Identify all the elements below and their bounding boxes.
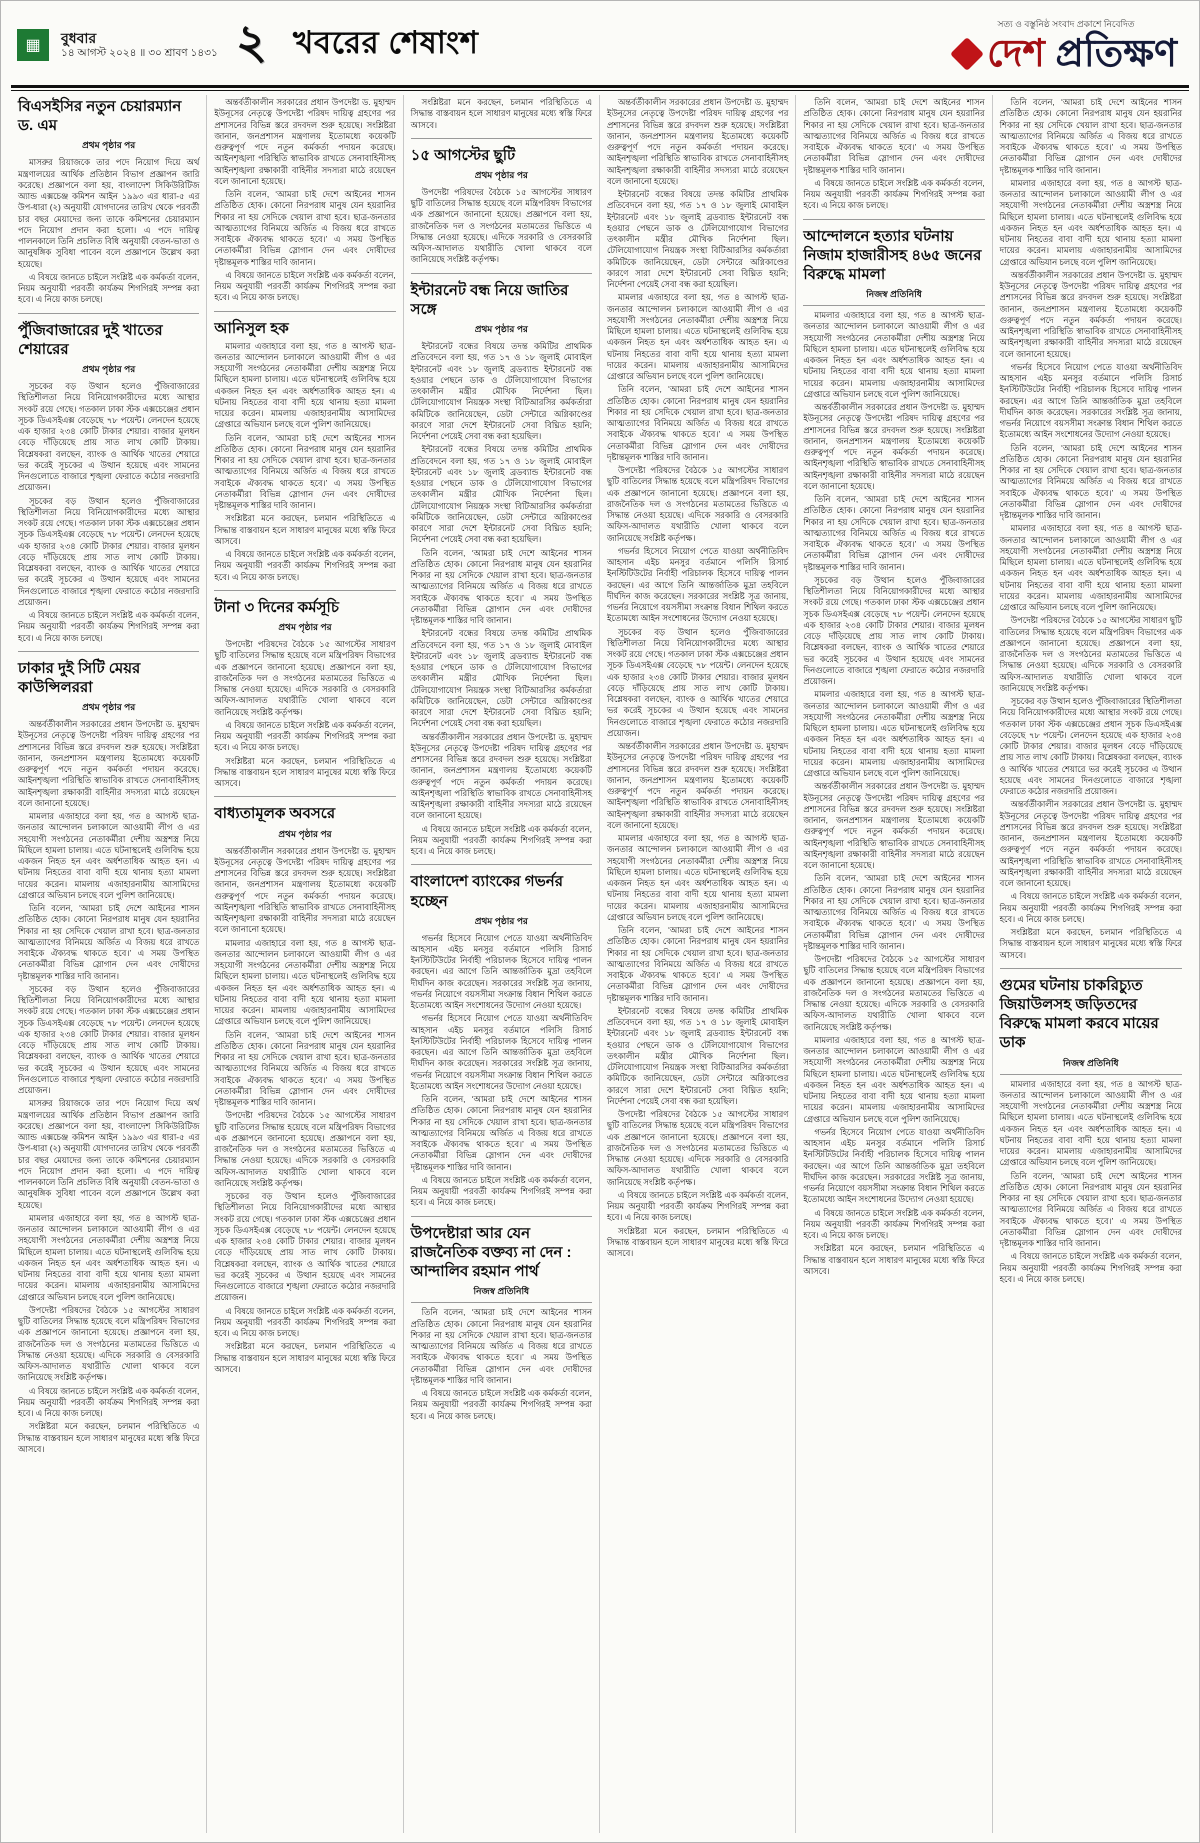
masthead-block [955,17,1183,73]
article [214,311,395,583]
article [214,796,395,1375]
body-paragraph: উপদেষ্টা পরিষদের বৈঠকে ১৫ আগস্টের সাধারণ ছুটি বাতিলের সিদ্ধান্ত হয়েছে বলে মন্ত্রিপরিষদ বিভাগের এক প্রজ্ঞাপনে জানানো হয়েছে। প্রজ্ঞাপনে বলা হয়, রাজনৈতিক দল ও সংগঠনের মতামতের ভিত্তিতে এ সিদ্ধান্ত নেওয়া হয়েছে। এদিকে সরকারি ও বেসরকারি অফিস-আদালত যথারীতি খোলা থাকবে বলে জানিয়েছে সংশ্লিষ্ট কর্তৃপক্ষ। [214,639,396,717]
page-number: ২ [235,13,268,70]
body-paragraph: মামলার এজাহারে বলা হয়, গত ৪ আগস্ট ছাত্র-জনতার আন্দোলন চলাকালে আওয়ামী লীগ ও এর সহযোগী সংগঠনের নেতাকর্মীরা দেশীয় অস্ত্রশস্ত্র নিয়ে মিছিলে হামলা চালায়। এতে ঘটনাস্থলেই গুলিবিদ্ধ হয়ে একজন নিহত হন এবং অর্ধশতাধিক আহত হন। এ ঘটনায় নিহতের বাবা বাদী হয়ে থানায় হত্যা মামলা দায়ের করেন। মামলায় এজাহারনামীয় আসামিদের গ্রেপ্তারে অভিযান চলছে বলে পুলিশ জানিয়েছে। [803,689,985,779]
body-paragraph: সংশ্লিষ্টরা মনে করছেন, চলমান পরিস্থিতিতে এ সিদ্ধান্ত বাস্তবায়ন হলে সাধারণ মানুষের মধ্যে স্বস্তি ফিরে আসবে। [214,513,396,546]
article [411,1216,592,1422]
date-block [61,30,218,61]
body-paragraph: মামলার এজাহারে বলা হয়, গত ৪ আগস্ট ছাত্র-জনতার আন্দোলন চলাকালে আওয়ামী লীগ ও এর সহযোগী সংগঠনের নেতাকর্মীরা দেশীয় অস্ত্রশস্ত্র নিয়ে মিছিলে হামলা চালায়। এতে ঘটনাস্থলেই গুলিবিদ্ধ হয়ে একজন নিহত হন এবং অর্ধশতাধিক আহত হন। এ ঘটনায় নিহতের বাবা বাদী হয়ে থানায় হত্যা মামলা দায়ের করেন। মামলায় এজাহারনামীয় আসামিদের গ্রেপ্তারে অভিযান চলছে বলে পুলিশ জানিয়েছে। [18,1212,200,1302]
body-paragraph: তিনি বলেন, ‘আমরা চাই দেশে আইনের শাসন প্রতিষ্ঠিত হোক। কোনো নিরপরাধ মানুষ যেন হয়রানির শিকার না হয় সেদিকে খেয়াল রাখা হবে। ছাত্র-জনতার আত্মত্যাগের বিনিময়ে অর্জিত এ বিজয় ধরে রাখতে সবাইকে ঐক্যবদ্ধ থাকতে হবে।’ এ সময় উপস্থিত নেতাকর্মীরা বিভিন্ন স্লোগান দেন এবং দোষীদের দৃষ্টান্তমূলক শাস্তির দাবি জানান। [214,432,396,511]
body-paragraph: এ বিষয়ে জানতে চাইলে সংশ্লিষ্ট এক কর্মকর্তা বলেন, নিয়ম অনুযায়ী পরবর্তী কার্যক্রম শিগগিরই সম্পন্ন করা হবে। এ নিয়ে কাজ চলছে। [999,891,1182,924]
article-headline: টানা ৩ দিনের কর্মসূচি [214,598,339,616]
article-headline: আন্দোলনে হত্যার ঘটনায় নিজাম হাজারীসহ ৪৬৫ জনের বিরুদ্ধে মামলা [803,227,982,283]
body-paragraph: মামলার এজাহারে বলা হয়, গত ৪ আগস্ট ছাত্র-জনতার আন্দোলন চলাকালে আওয়ামী লীগ ও এর সহযোগী সংগঠনের নেতাকর্মীরা দেশীয় অস্ত্রশস্ত্র নিয়ে মিছিলে হামলা চালায়। এতে ঘটনাস্থলেই গুলিবিদ্ধ হয়ে একজন নিহত হন এবং অর্ধশতাধিক আহত হন। এ ঘটনায় নিহতের বাবা বাদী হয়ে থানায় হত্যা মামলা দায়ের করেন। মামলায় এজাহারনামীয় আসামিদের গ্রেপ্তারে অভিযান চলছে বলে পুলিশ জানিয়েছে। [803,310,985,399]
weekday-label: বুধবার [61,29,97,46]
body-paragraph: সূচকের বড় উত্থান হলেও পুঁজিবাজারের স্থিতিশীলতা নিয়ে বিনিয়োগকারীদের মধ্যে আস্থার সংকট রয়ে গেছে। গতকাল ঢাকা স্টক এক্সচেঞ্জের প্রধান সূচক ডিএসইএক্স বেড়েছে ৭৮ পয়েন্ট। লেনদেন হয়েছে এক হাজার ২৩৪ কোটি টাকার শেয়ার। বাজার মূলধন বেড়ে দাঁড়িয়েছে প্রায় সাত লাখ কোটি টাকায়। বিশ্লেষকরা বলছেন, ব্যাংক ও আর্থিক খাতের শেয়ারে ভর করেই সূচকের এ উত্থান হয়েছে এবং সামনের দিনগুলোতে বাজারে শৃঙ্খলা ফেরাতে কঠোর নজরদারি প্রয়োজন। [18,983,200,1096]
body-paragraph: অন্তর্বর্তীকালীন সরকারের প্রধান উপদেষ্টা ড. মুহাম্মদ ইউনূসের নেতৃত্বে উপদেষ্টা পরিষদ দায়িত্ব গ্রহণের পর প্রশাসনের বিভিন্ন স্তরে রদবদল শুরু হয়েছে। সংশ্লিষ্টরা জানান, জনপ্রশাসন মন্ত্রণালয় ইতোমধ্যে কয়েকটি গুরুত্বপূর্ণ পদে নতুন কর্মকর্তা পদায়ন করেছে। আইনশৃঙ্খলা পরিস্থিতি স্বাভাবিক রাখতে সেনাবাহিনীসহ আইনশৃঙ্খলা রক্ষাকারী বাহিনীর সদস্যরা মাঠে রয়েছেন বলে জানানো হয়েছে। [606,741,789,830]
body-paragraph: এ বিষয়ে জানতে চাইলে সংশ্লিষ্ট এক কর্মকর্তা বলেন, নিয়ম অনুযায়ী পরবর্তী কার্যক্রম শিগগিরই সম্পন্ন করা হবে। এ নিয়ে কাজ চলছে। [214,269,396,303]
section-title: খবরের শেষাংশ [293,25,479,60]
article-continuation [803,97,984,212]
body-paragraph: তিনি বলেন, ‘আমরা চাই দেশে আইনের শাসন প্রতিষ্ঠিত হোক। কোনো নিরপরাধ মানুষ যেন হয়রানির শিকার না হয় সেদিকে খেয়াল রাখা হবে। ছাত্র-জনতার আত্মত্যাগের বিনিময়ে অর্জিত এ বিজয় ধরে রাখতে সবাইকে ঐক্যবদ্ধ থাকতে হবে।’ এ সময় উপস্থিত নেতাকর্মীরা বিভিন্ন স্লোগান দেন এবং দোষীদের দৃষ্টান্তমূলক শাস্তির দাবি জানান। [214,189,396,267]
body-paragraph: তিনি বলেন, ‘আমরা চাই দেশে আইনের শাসন প্রতিষ্ঠিত হোক। কোনো নিরপরাধ মানুষ যেন হয়রানির শিকার না হয় সেদিকে খেয়াল রাখা হবে। ছাত্র-জনতার আত্মত্যাগের বিনিময়ে অর্জিত এ বিজয় ধরে রাখতে সবাইকে ঐক্যবদ্ধ থাকতে হবে।’ এ সময় উপস্থিত নেতাকর্মীরা বিভিন্ন স্লোগান দেন এবং দোষীদের দৃষ্টান্তমূলক শাস্তির দাবি জানান। [410,1307,592,1385]
body-paragraph: উপদেষ্টা পরিষদের বৈঠকে ১৫ আগস্টের সাধারণ ছুটি বাতিলের সিদ্ধান্ত হয়েছে বলে মন্ত্রিপরিষদ বিভাগের এক প্রজ্ঞাপনে জানানো হয়েছে। প্রজ্ঞাপনে বলা হয়, রাজনৈতিক দল ও সংগঠনের মতামতের ভিত্তিতে এ সিদ্ধান্ত নেওয়া হয়েছে। এদিকে সরকারি ও বেসরকারি অফিস-আদালত যথারীতি খোলা থাকবে বলে জানিয়েছে সংশ্লিষ্ট কর্তৃপক্ষ। [214,1110,396,1188]
body-paragraph: সংশ্লিষ্টরা মনে করছেন, চলমান পরিস্থিতিতে এ সিদ্ধান্ত বাস্তবায়ন হলে সাধারণ মানুষের মধ্যে স্বস্তি ফিরে আসবে। [18,1421,200,1454]
body-paragraph: অন্তর্বর্তীকালীন সরকারের প্রধান উপদেষ্টা ড. মুহাম্মদ ইউনূসের নেতৃত্বে উপদেষ্টা পরিষদ দায়িত্ব গ্রহণের পর প্রশাসনের বিভিন্ন স্তরে রদবদল শুরু হয়েছে। সংশ্লিষ্টরা জানান, জনপ্রশাসন মন্ত্রণালয় ইতোমধ্যে কয়েকটি গুরুত্বপূর্ণ পদে নতুন কর্মকর্তা পদায়ন করেছে। আইনশৃঙ্খলা পরিস্থিতি স্বাভাবিক রাখতে সেনাবাহিনীসহ আইনশৃঙ্খলা রক্ষাকারী বাহিনীর সদস্যরা মাঠে রয়েছেন বলে জানানো হয়েছে। [999,799,1182,888]
body-paragraph: এ বিষয়ে জানতে চাইলে সংশ্লিষ্ট এক কর্মকর্তা বলেন, নিয়ম অনুযায়ী পরবর্তী কার্যক্রম শিগগিরই সম্পন্ন করা হবে। এ নিয়ে কাজ চলছে। [803,1207,985,1241]
body-paragraph: গভর্নর হিসেবে নিয়োগ পেতে যাওয়া অর্থনীতিবিদ আহসান এইচ মনসুর বর্তমানে পলিসি রিসার্চ ইনস্টিটিউটের নির্বাহী পরিচালক হিসেবে দায়িত্ব পালন করছেন। এর আগে তিনি আন্তর্জাতিক মুদ্রা তহবিলে দীর্ঘদিন কাজ করেছেন। সরকারের সংশ্লিষ্ট সূত্র জানায়, গভর্নর নিয়োগে বয়সসীমা সংক্রান্ত বিধান শিথিল করতে ইতোমধ্যে আইন সংশোধনের উদ্যোগ নেওয়া হয়েছে। [999,361,1182,440]
body-paragraph: মামলার এজাহারে বলা হয়, গত ৪ আগস্ট ছাত্র-জনতার আন্দোলন চলাকালে আওয়ামী লীগ ও এর সহযোগী সংগঠনের নেতাকর্মীরা দেশীয় অস্ত্রশস্ত্র নিয়ে মিছিলে হামলা চালায়। এতে ঘটনাস্থলেই গুলিবিদ্ধ হয়ে একজন নিহত হন এবং অর্ধশতাধিক আহত হন। এ ঘটনায় নিহতের বাবা বাদী হয়ে থানায় হত্যা মামলা দায়ের করেন। মামলায় এজাহারনামীয় আসামিদের গ্রেপ্তারে অভিযান চলছে বলে পুলিশ জানিয়েছে। [606,292,789,381]
article-headline: গুমের ঘটনায় চাকরিচ্যুত জিয়াউলসহ জড়িতদের বিরুদ্ধে মামলা করবে মায়ের ডাক [999,976,1159,1052]
newspaper-title [987,35,1177,73]
continued-from-front-label: প্রথম পৃষ্ঠার পর [474,324,528,335]
article [803,219,984,1278]
body-paragraph: অন্তর্বর্তীকালীন সরকারের প্রধান উপদেষ্টা ড. মুহাম্মদ ইউনূসের নেতৃত্বে উপদেষ্টা পরিষদ দায়িত্ব গ্রহণের পর প্রশাসনের বিভিন্ন স্তরে রদবদল শুরু হয়েছে। সংশ্লিষ্টরা জানান, জনপ্রশাসন মন্ত্রণালয় ইতোমধ্যে কয়েকটি গুরুত্বপূর্ণ পদে নতুন কর্মকর্তা পদায়ন করেছে। আইনশৃঙ্খলা পরিস্থিতি স্বাভাবিক রাখতে সেনাবাহিনীসহ আইনশৃঙ্খলা রক্ষাকারী বাহিনীর সদস্যরা মাঠে রয়েছেন বলে জানানো হয়েছে। [410,731,592,821]
body-paragraph: এ বিষয়ে জানতে চাইলে সংশ্লিষ্ট এক কর্মকর্তা বলেন, নিয়ম অনুযায়ী পরবর্তী কার্যক্রম শিগগিরই সম্পন্ন করা হবে। এ নিয়ে কাজ চলছে। [214,1305,396,1339]
body-paragraph: সংশ্লিষ্টরা মনে করছেন, চলমান পরিস্থিতিতে এ সিদ্ধান্ত বাস্তবায়ন হলে সাধারণ মানুষের মধ্যে স্বস্তি ফিরে আসবে। [410,97,592,130]
article [411,864,592,1208]
body-paragraph: এ বিষয়ে জানতে চাইলে সংশ্লিষ্ট এক কর্মকর্তা বলেন, নিয়ম অনুযায়ী পরবর্তী কার্যক্রম শিগগিরই সম্পন্ন করা হবে। এ নিয়ে কাজ চলছে। [606,1189,789,1223]
continued-from-front-label: প্রথম পৃষ্ঠার পর [278,622,332,633]
body-paragraph: ইন্টারনেট বন্ধের বিষয়ে তদন্ত কমিটির প্রাথমিক প্রতিবেদনে বলা হয়, গত ১৭ ও ১৮ জুলাই মোবাইল ইন্টারনেট এবং ১৮ জুলাই ব্রডব্যান্ড ইন্টারনেট বন্ধ হওয়ার পেছনে ডাক ও টেলিযোগাযোগ বিভাগের তৎকালীন মন্ত্রীর মৌখিক নির্দেশনা ছিল। টেলিযোগাযোগ নিয়ন্ত্রক সংস্থা বিটিআরসির কর্মকর্তারা কমিটিকে জানিয়েছেন, ডেটা সেন্টারে অগ্নিকাণ্ডের কারণে সারা দেশে ইন্টারনেট সেবা বিঘ্নিত হয়নি; নির্দেশনা পেয়েই সেবা বন্ধ করা হয়েছিল। [606,189,789,289]
body-paragraph: অন্তর্বর্তীকালীন সরকারের প্রধান উপদেষ্টা ড. মুহাম্মদ ইউনূসের নেতৃত্বে উপদেষ্টা পরিষদ দায়িত্ব গ্রহণের পর প্রশাসনের বিভিন্ন স্তরে রদবদল শুরু হয়েছে। সংশ্লিষ্টরা জানান, জনপ্রশাসন মন্ত্রণালয় ইতোমধ্যে কয়েকটি গুরুত্বপূর্ণ পদে নতুন কর্মকর্তা পদায়ন করেছে। আইনশৃঙ্খলা পরিস্থিতি স্বাভাবিক রাখতে সেনাবাহিনীসহ আইনশৃঙ্খলা রক্ষাকারী বাহিনীর সদস্যরা মাঠে রয়েছেন বলে জানানো হয়েছে। [214,97,396,186]
body-paragraph: তিনি বলেন, ‘আমরা চাই দেশে আইনের শাসন প্রতিষ্ঠিত হোক। কোনো নিরপরাধ মানুষ যেন হয়রানির শিকার না হয় সেদিকে খেয়াল রাখা হবে। ছাত্র-জনতার আত্মত্যাগের বিনিময়ে অর্জিত এ বিজয় ধরে রাখতে সবাইকে ঐক্যবদ্ধ থাকতে হবে।’ এ সময় উপস্থিত নেতাকর্মীরা বিভিন্ন স্লোগান দেন এবং দোষীদের দৃষ্টান্তমূলক শাস্তির দাবি জানান। [999,97,1182,175]
body-paragraph: এ বিষয়ে জানতে চাইলে সংশ্লিষ্ট এক কর্মকর্তা বলেন, নিয়ম অনুযায়ী পরবর্তী কার্যক্রম শিগগিরই সম্পন্ন করা হবে। এ নিয়ে কাজ চলছে। [18,271,200,305]
body-paragraph: এ বিষয়ে জানতে চাইলে সংশ্লিষ্ট এক কর্মকর্তা বলেন, নিয়ম অনুযায়ী পরবর্তী কার্যক্রম শিগগিরই সম্পন্ন করা হবে। এ নিয়ে কাজ চলছে। [214,549,396,582]
body-paragraph: মামলার এজাহারে বলা হয়, গত ৪ আগস্ট ছাত্র-জনতার আন্দোলন চলাকালে আওয়ামী লীগ ও এর সহযোগী সংগঠনের নেতাকর্মীরা দেশীয় অস্ত্রশস্ত্র নিয়ে মিছিলে হামলা চালায়। এতে ঘটনাস্থলেই গুলিবিদ্ধ হয়ে একজন নিহত হন এবং অর্ধশতাধিক আহত হন। এ ঘটনায় নিহতের বাবা বাদী হয়ে থানায় হত্যা মামলা দায়ের করেন। মামলায় এজাহারনামীয় আসামিদের গ্রেপ্তারে অভিযান চলছে বলে পুলিশ জানিয়েছে। [999,523,1182,612]
body-paragraph: মামলার এজাহারে বলা হয়, গত ৪ আগস্ট ছাত্র-জনতার আন্দোলন চলাকালে আওয়ামী লীগ ও এর সহযোগী সংগঠনের নেতাকর্মীরা দেশীয় অস্ত্রশস্ত্র নিয়ে মিছিলে হামলা চালায়। এতে ঘটনাস্থলেই গুলিবিদ্ধ হয়ে একজন নিহত হন এবং অর্ধশতাধিক আহত হন। এ ঘটনায় নিহতের বাবা বাদী হয়ে থানায় হত্যা মামলা দায়ের করেন। মামলায় এজাহারনামীয় আসামিদের গ্রেপ্তারে অভিযান চলছে বলে পুলিশ জানিয়েছে। [999,177,1182,267]
body-paragraph: সূচকের বড় উত্থান হলেও পুঁজিবাজারের স্থিতিশীলতা নিয়ে বিনিয়োগকারীদের মধ্যে আস্থার সংকট রয়ে গেছে। গতকাল ঢাকা স্টক এক্সচেঞ্জের প্রধান সূচক ডিএসইএক্স বেড়েছে ৭৮ পয়েন্ট। লেনদেন হয়েছে এক হাজার ২৩৪ কোটি টাকার শেয়ার। বাজার মূলধন বেড়ে দাঁড়িয়েছে প্রায় সাত লাখ কোটি টাকায়। বিশ্লেষকরা বলছেন, ব্যাংক ও আর্থিক খাতের শেয়ারে ভর করেই সূচকের এ উত্থান হয়েছে এবং সামনের দিনগুলোতে বাজারে শৃঙ্খলা ফেরাতে কঠোর নজরদারি প্রয়োজন। [999,696,1182,796]
article-continuation [214,97,395,304]
body-paragraph: তিনি বলেন, ‘আমরা চাই দেশে আইনের শাসন প্রতিষ্ঠিত হোক। কোনো নিরপরাধ মানুষ যেন হয়রানির শিকার না হয় সেদিকে খেয়াল রাখা হবে। ছাত্র-জনতার আত্মত্যাগের বিনিময়ে অর্জিত এ বিজয় ধরে রাখতে সবাইকে ঐক্যবদ্ধ থাকতে হবে।’ এ সময় উপস্থিত নেতাকর্মীরা বিভিন্ন স্লোগান দেন এবং দোষীদের দৃষ্টান্তমূলক শাস্তির দাবি জানান। [410,1094,592,1172]
body-paragraph: তিনি বলেন, ‘আমরা চাই দেশে আইনের শাসন প্রতিষ্ঠিত হোক। কোনো নিরপরাধ মানুষ যেন হয়রানির শিকার না হয় সেদিকে খেয়াল রাখা হবে। ছাত্র-জনতার আত্মত্যাগের বিনিময়ে অর্জিত এ বিজয় ধরে রাখতে সবাইকে ঐক্যবদ্ধ থাকতে হবে।’ এ সময় উপস্থিত নেতাকর্মীরা বিভিন্ন স্লোগান দেন এবং দোষীদের দৃষ্টান্তমূলক শাস্তির দাবি জানান। [803,494,985,572]
body-paragraph: তিনি বলেন, ‘আমরা চাই দেশে আইনের শাসন প্রতিষ্ঠিত হোক। কোনো নিরপরাধ মানুষ যেন হয়রানির শিকার না হয় সেদিকে খেয়াল রাখা হবে। ছাত্র-জনতার আত্মত্যাগের বিনিময়ে অর্জিত এ বিজয় ধরে রাখতে সবাইকে ঐক্যবদ্ধ থাকতে হবে।’ এ সময় উপস্থিত নেতাকর্মীরা বিভিন্ন স্লোগান দেন এবং দোষীদের দৃষ্টান্তমূলক শাস্তির দাবি জানান। [606,925,789,1003]
body-paragraph: তিনি বলেন, ‘আমরা চাই দেশে আইনের শাসন প্রতিষ্ঠিত হোক। কোনো নিরপরাধ মানুষ যেন হয়রানির শিকার না হয় সেদিকে খেয়াল রাখা হবে। ছাত্র-জনতার আত্মত্যাগের বিনিময়ে অর্জিত এ বিজয় ধরে রাখতে সবাইকে ঐক্যবদ্ধ থাকতে হবে।’ এ সময় উপস্থিত নেতাকর্মীরা বিভিন্ন স্লোগান দেন এবং দোষীদের দৃষ্টান্তমূলক শাস্তির দাবি জানান। [999,1170,1182,1248]
body-paragraph: অন্তর্বর্তীকালীন সরকারের প্রধান উপদেষ্টা ড. মুহাম্মদ ইউনূসের নেতৃত্বে উপদেষ্টা পরিষদ দায়িত্ব গ্রহণের পর প্রশাসনের বিভিন্ন স্তরে রদবদল শুরু হয়েছে। সংশ্লিষ্টরা জানান, জনপ্রশাসন মন্ত্রণালয় ইতোমধ্যে কয়েকটি গুরুত্বপূর্ণ পদে নতুন কর্মকর্তা পদায়ন করেছে। আইনশৃঙ্খলা পরিস্থিতি স্বাভাবিক রাখতে সেনাবাহিনীসহ আইনশৃঙ্খলা রক্ষাকারী বাহিনীর সদস্যরা মাঠে রয়েছেন বলে জানানো হয়েছে। [214,845,396,935]
body-paragraph: গভর্নর হিসেবে নিয়োগ পেতে যাওয়া অর্থনীতিবিদ আহসান এইচ মনসুর বর্তমানে পলিসি রিসার্চ ইনস্টিটিউটের নির্বাহী পরিচালক হিসেবে দায়িত্ব পালন করছেন। এর আগে তিনি আন্তর্জাতিক মুদ্রা তহবিলে দীর্ঘদিন কাজ করেছেন। সরকারের সংশ্লিষ্ট সূত্র জানায়, গভর্নর নিয়োগে বয়সসীমা সংক্রান্ত বিধান শিথিল করতে ইতোমধ্যে আইন সংশোধনের উদ্যোগ নেওয়া হয়েছে। [606,545,789,624]
newspaper-logo-icon [950,37,984,71]
continued-from-front-label: প্রথম পৃষ্ঠার পর [474,915,528,926]
body-paragraph: মামলার এজাহারে বলা হয়, গত ৪ আগস্ট ছাত্র-জনতার আন্দোলন চলাকালে আওয়ামী লীগ ও এর সহযোগী সংগঠনের নেতাকর্মীরা দেশীয় অস্ত্রশস্ত্র নিয়ে মিছিলে হামলা চালায়। এতে ঘটনাস্থলেই গুলিবিদ্ধ হয়ে একজন নিহত হন এবং অর্ধশতাধিক আহত হন। এ ঘটনায় নিহতের বাবা বাদী হয়ে থানায় হত্যা মামলা দায়ের করেন। মামলায় এজাহারনামীয় আসামিদের গ্রেপ্তারে অভিযান চলছে বলে পুলিশ জানিয়েছে। [214,937,396,1027]
article [1000,968,1182,1285]
column-6 [993,95,1189,1833]
body-paragraph: গভর্নর হিসেবে নিয়োগ পেতে যাওয়া অর্থনীতিবিদ আহসান এইচ মনসুর বর্তমানে পলিসি রিসার্চ ইনস্টিটিউটের নির্বাহী পরিচালক হিসেবে দায়িত্ব পালন করছেন। এর আগে তিনি আন্তর্জাতিক মুদ্রা তহবিলে দীর্ঘদিন কাজ করেছেন। সরকারের সংশ্লিষ্ট সূত্র জানায়, গভর্নর নিয়োগে বয়সসীমা সংক্রান্ত বিধান শিথিল করতে ইতোমধ্যে আইন সংশোধনের উদ্যোগ নেওয়া হয়েছে। [410,1013,592,1091]
article-byline: নিজস্ব প্রতিনিধি [411,1284,592,1303]
continued-from-front-label: প্রথম পৃষ্ঠার পর [82,702,136,713]
body-paragraph: মাসরুর রিয়াজকে তার পদে নিয়োগ দিয়ে অর্থ মন্ত্রণালয়ের আর্থিক প্রতিষ্ঠান বিভাগ প্রজ্ঞাপন জারি করেছে। প্রজ্ঞাপনে বলা হয়, বাংলাদেশ সিকিউরিটিজ অ্যান্ড এক্সচেঞ্জ কমিশন আইন ১৯৯৩ এর ধারা-৫ এর উপ-ধারা (২) অনুযায়ী যোগদানের তারিখ থেকে পরবর্তী চার বছর মেয়াদের জন্য তাকে কমিশনের চেয়ারম্যান পদে নিয়োগ প্রদান করা হলো। এ পদে দায়িত্ব পালনকালে তিনি প্রচলিত বিধি অনুযায়ী বেতন-ভাতা ও আনুষঙ্গিক সুবিধা পাবেন বলে প্রজ্ঞাপনে উল্লেখ করা হয়েছে। [18,1098,200,1210]
body-paragraph: উপদেষ্টা পরিষদের বৈঠকে ১৫ আগস্টের সাধারণ ছুটি বাতিলের সিদ্ধান্ত হয়েছে বলে মন্ত্রিপরিষদ বিভাগের এক প্রজ্ঞাপনে জানানো হয়েছে। প্রজ্ঞাপনে বলা হয়, রাজনৈতিক দল ও সংগঠনের মতামতের ভিত্তিতে এ সিদ্ধান্ত নেওয়া হয়েছে। এদিকে সরকারি ও বেসরকারি অফিস-আদালত যথারীতি খোলা থাকবে বলে জানিয়েছে সংশ্লিষ্ট কর্তৃপক্ষ। [18,1304,200,1383]
body-paragraph: সূচকের বড় উত্থান হলেও পুঁজিবাজারের স্থিতিশীলতা নিয়ে বিনিয়োগকারীদের মধ্যে আস্থার সংকট রয়ে গেছে। গতকাল ঢাকা স্টক এক্সচেঞ্জের প্রধান সূচক ডিএসইএক্স বেড়েছে ৭৮ পয়েন্ট। লেনদেন হয়েছে এক হাজার ২৩৪ কোটি টাকার শেয়ার। বাজার মূলধন বেড়ে দাঁড়িয়েছে প্রায় সাত লাখ কোটি টাকায়। বিশ্লেষকরা বলছেন, ব্যাংক ও আর্থিক খাতের শেয়ারে ভর করেই সূচকের এ উত্থান হয়েছে এবং সামনের দিনগুলোতে বাজারে শৃঙ্খলা ফেরাতে কঠোর নজরদারি প্রয়োজন। [803,574,985,687]
body-paragraph: সংশ্লিষ্টরা মনে করছেন, চলমান পরিস্থিতিতে এ সিদ্ধান্ত বাস্তবায়ন হলে সাধারণ মানুষের মধ্যে স্বস্তি ফিরে আসবে। [214,1341,396,1374]
body-paragraph: এ বিষয়ে জানতে চাইলে সংশ্লিষ্ট এক কর্মকর্তা বলেন, নিয়ম অনুযায়ী পরবর্তী কার্যক্রম শিগগিরই সম্পন্ন করা হবে। এ নিয়ে কাজ চলছে। [410,1388,592,1421]
body-paragraph: সূচকের বড় উত্থান হলেও পুঁজিবাজারের স্থিতিশীলতা নিয়ে বিনিয়োগকারীদের মধ্যে আস্থার সংকট রয়ে গেছে। গতকাল ঢাকা স্টক এক্সচেঞ্জের প্রধান সূচক ডিএসইএক্স বেড়েছে ৭৮ পয়েন্ট। লেনদেন হয়েছে এক হাজার ২৩৪ কোটি টাকার শেয়ার। বাজার মূলধন বেড়ে দাঁড়িয়েছে প্রায় সাত লাখ কোটি টাকায়। বিশ্লেষকরা বলছেন, ব্যাংক ও আর্থিক খাতের শেয়ারে ভর করেই সূচকের এ উত্থান হয়েছে এবং সামনের দিনগুলোতে বাজারে শৃঙ্খলা ফেরাতে কঠোর নজরদারি প্রয়োজন। [18,381,200,493]
body-paragraph: এ বিষয়ে জানতে চাইলে সংশ্লিষ্ট এক কর্মকর্তা বলেন, নিয়ম অনুযায়ী পরবর্তী কার্যক্রম শিগগিরই সম্পন্ন করা হবে। এ নিয়ে কাজ চলছে। [410,823,592,857]
continued-from-front-label: প্রথম পৃষ্ঠার পর [82,364,136,374]
continued-from-front-label: প্রথম পৃষ্ঠার পর [474,169,528,180]
newspaper-title-primary: দেশ [987,33,1045,75]
columns [11,95,1189,1833]
body-paragraph: ইন্টারনেট বন্ধের বিষয়ে তদন্ত কমিটির প্রাথমিক প্রতিবেদনে বলা হয়, গত ১৭ ও ১৮ জুলাই মোবাইল ইন্টারনেট এবং ১৮ জুলাই ব্রডব্যান্ড ইন্টারনেট বন্ধ হওয়ার পেছনে ডাক ও টেলিযোগাযোগ বিভাগের তৎকালীন মন্ত্রীর মৌখিক নির্দেশনা ছিল। টেলিযোগাযোগ নিয়ন্ত্রক সংস্থা বিটিআরসির কর্মকর্তারা কমিটিকে জানিয়েছেন, ডেটা সেন্টারে অগ্নিকাণ্ডের কারণে সারা দেশে ইন্টারনেট সেবা বিঘ্নিত হয়নি; নির্দেশনা পেয়েই সেবা বন্ধ করা হয়েছিল। [410,341,592,442]
article-headline: উপদেষ্টারা আর যেন রাজনৈতিক বক্তব্য না দেন : আন্দালিব রহমান পার্থ [410,1224,572,1281]
body-paragraph: এ বিষয়ে জানতে চাইলে সংশ্লিষ্ট এক কর্মকর্তা বলেন, নিয়ম অনুযায়ী পরবর্তী কার্যক্রম শিগগিরই সম্পন্ন করা হবে। এ নিয়ে কাজ চলছে। [18,1385,200,1419]
page-header [11,7,1189,83]
article [214,590,395,789]
body-paragraph: সংশ্লিষ্টরা মনে করছেন, চলমান পরিস্থিতিতে এ সিদ্ধান্ত বাস্তবায়ন হলে সাধারণ মানুষের মধ্যে স্বস্তি ফিরে আসবে। [606,1225,789,1258]
article-headline: ইন্টারনেট বন্ধ নিয়ে জাতির সঙ্গে [410,281,569,318]
date-line: ১৪ আগস্ট ২০২৪ ॥ ৩০ শ্রাবণ ১৪৩১ [61,47,218,60]
body-paragraph: সূচকের বড় উত্থান হলেও পুঁজিবাজারের স্থিতিশীলতা নিয়ে বিনিয়োগকারীদের মধ্যে আস্থার সংকট রয়ে গেছে। গতকাল ঢাকা স্টক এক্সচেঞ্জের প্রধান সূচক ডিএসইএক্স বেড়েছে ৭৮ পয়েন্ট। লেনদেন হয়েছে এক হাজার ২৩৪ কোটি টাকার শেয়ার। বাজার মূলধন বেড়ে দাঁড়িয়েছে প্রায় সাত লাখ কোটি টাকায়। বিশ্লেষকরা বলছেন, ব্যাংক ও আর্থিক খাতের শেয়ারে ভর করেই সূচকের এ উত্থান হয়েছে এবং সামনের দিনগুলোতে বাজারে শৃঙ্খলা ফেরাতে কঠোর নজরদারি প্রয়োজন। [606,626,789,738]
article [18,97,199,306]
body-paragraph: ইন্টারনেট বন্ধের বিষয়ে তদন্ত কমিটির প্রাথমিক প্রতিবেদনে বলা হয়, গত ১৭ ও ১৮ জুলাই মোবাইল ইন্টারনেট এবং ১৮ জুলাই ব্রডব্যান্ড ইন্টারনেট বন্ধ হওয়ার পেছনে ডাক ও টেলিযোগাযোগ বিভাগের তৎকালীন মন্ত্রীর মৌখিক নির্দেশনা ছিল। টেলিযোগাযোগ নিয়ন্ত্রক সংস্থা বিটিআরসির কর্মকর্তারা কমিটিকে জানিয়েছেন, ডেটা সেন্টারে অগ্নিকাণ্ডের কারণে সারা দেশে ইন্টারনেট সেবা বিঘ্নিত হয়নি; নির্দেশনা পেয়েই সেবা বন্ধ করা হয়েছিল। [410,628,592,729]
body-paragraph: ইন্টারনেট বন্ধের বিষয়ে তদন্ত কমিটির প্রাথমিক প্রতিবেদনে বলা হয়, গত ১৭ ও ১৮ জুলাই মোবাইল ইন্টারনেট এবং ১৮ জুলাই ব্রডব্যান্ড ইন্টারনেট বন্ধ হওয়ার পেছনে ডাক ও টেলিযোগাযোগ বিভাগের তৎকালীন মন্ত্রীর মৌখিক নির্দেশনা ছিল। টেলিযোগাযোগ নিয়ন্ত্রক সংস্থা বিটিআরসির কর্মকর্তারা কমিটিকে জানিয়েছেন, ডেটা সেন্টারে অগ্নিকাণ্ডের কারণে সারা দেশে ইন্টারনেট সেবা বিঘ্নিত হয়নি; নির্দেশনা পেয়েই সেবা বন্ধ করা হয়েছিল। [606,1005,789,1106]
article-headline: বিএসইসির নতুন চেয়ারম্যান ড. এম [18,98,182,135]
article-continuation [607,97,788,1259]
body-paragraph: সংশ্লিষ্টরা মনে করছেন, চলমান পরিস্থিতিতে এ সিদ্ধান্ত বাস্তবায়ন হলে সাধারণ মানুষের মধ্যে স্বস্তি ফিরে আসবে। [214,755,396,789]
body-paragraph: সংশ্লিষ্টরা মনে করছেন, চলমান পরিস্থিতিতে এ সিদ্ধান্ত বাস্তবায়ন হলে সাধারণ মানুষের মধ্যে স্বস্তি ফিরে আসবে। [803,1243,985,1276]
article-continuation [411,97,592,131]
article-headline: বাধ্যতামূলক অবসরে [214,805,336,823]
article-headline: আনিসুল হক [214,319,289,337]
header-left [17,6,479,85]
body-paragraph: মাসরুর রিয়াজকে তার পদে নিয়োগ দিয়ে অর্থ মন্ত্রণালয়ের আর্থিক প্রতিষ্ঠান বিভাগ প্রজ্ঞাপন জারি করেছে। প্রজ্ঞাপনে বলা হয়, বাংলাদেশ সিকিউরিটিজ অ্যান্ড এক্সচেঞ্জ কমিশন আইন ১৯৯৩ এর ধারা-৫ এর উপ-ধারা (২) অনুযায়ী যোগদানের তারিখ থেকে পরবর্তী চার বছর মেয়াদের জন্য তাকে কমিশনের চেয়ারম্যান পদে নিয়োগ প্রদান করা হলো। এ পদে দায়িত্ব পালনকালে তিনি প্রচলিত বিধি অনুযায়ী বেতন-ভাতা ও আনুষঙ্গিক সুবিধা পাবেন বলে প্রজ্ঞাপনে উল্লেখ করা হয়েছে। [18,157,200,269]
body-paragraph: তিনি বলেন, ‘আমরা চাই দেশে আইনের শাসন প্রতিষ্ঠিত হোক। কোনো নিরপরাধ মানুষ যেন হয়রানির শিকার না হয় সেদিকে খেয়াল রাখা হবে। ছাত্র-জনতার আত্মত্যাগের বিনিময়ে অর্জিত এ বিজয় ধরে রাখতে সবাইকে ঐক্যবদ্ধ থাকতে হবে।’ এ সময় উপস্থিত নেতাকর্মীরা বিভিন্ন স্লোগান দেন এবং দোষীদের দৃষ্টান্তমূলক শাস্তির দাবি জানান। [803,97,985,175]
body-paragraph: উপদেষ্টা পরিষদের বৈঠকে ১৫ আগস্টের সাধারণ ছুটি বাতিলের সিদ্ধান্ত হয়েছে বলে মন্ত্রিপরিষদ বিভাগের এক প্রজ্ঞাপনে জানানো হয়েছে। প্রজ্ঞাপনে বলা হয়, রাজনৈতিক দল ও সংগঠনের মতামতের ভিত্তিতে এ সিদ্ধান্ত নেওয়া হয়েছে। এদিকে সরকারি ও বেসরকারি অফিস-আদালত যথারীতি খোলা থাকবে বলে জানিয়েছে সংশ্লিষ্ট কর্তৃপক্ষ। [999,615,1182,693]
calendar-icon: ▦ [17,29,49,61]
column-2 [207,95,403,1833]
body-paragraph: ইন্টারনেট বন্ধের বিষয়ে তদন্ত কমিটির প্রাথমিক প্রতিবেদনে বলা হয়, গত ১৭ ও ১৮ জুলাই মোবাইল ইন্টারনেট এবং ১৮ জুলাই ব্রডব্যান্ড ইন্টারনেট বন্ধ হওয়ার পেছনে ডাক ও টেলিযোগাযোগ বিভাগের তৎকালীন মন্ত্রীর মৌখিক নির্দেশনা ছিল। টেলিযোগাযোগ নিয়ন্ত্রক সংস্থা বিটিআরসির কর্মকর্তারা কমিটিকে জানিয়েছেন, ডেটা সেন্টারে অগ্নিকাণ্ডের কারণে সারা দেশে ইন্টারনেট সেবা বিঘ্নিত হয়নি; নির্দেশনা পেয়েই সেবা বন্ধ করা হয়েছিল। [410,444,592,545]
column-3 [404,95,600,1833]
body-paragraph: অন্তর্বর্তীকালীন সরকারের প্রধান উপদেষ্টা ড. মুহাম্মদ ইউনূসের নেতৃত্বে উপদেষ্টা পরিষদ দায়িত্ব গ্রহণের পর প্রশাসনের বিভিন্ন স্তরে রদবদল শুরু হয়েছে। সংশ্লিষ্টরা জানান, জনপ্রশাসন মন্ত্রণালয় ইতোমধ্যে কয়েকটি গুরুত্বপূর্ণ পদে নতুন কর্মকর্তা পদায়ন করেছে। আইনশৃঙ্খলা পরিস্থিতি স্বাভাবিক রাখতে সেনাবাহিনীসহ আইনশৃঙ্খলা রক্ষাকারী বাহিনীর সদস্যরা মাঠে রয়েছেন বলে জানানো হয়েছে। [803,402,985,491]
body-paragraph: তিনি বলেন, ‘আমরা চাই দেশে আইনের শাসন প্রতিষ্ঠিত হোক। কোনো নিরপরাধ মানুষ যেন হয়রানির শিকার না হয় সেদিকে খেয়াল রাখা হবে। ছাত্র-জনতার আত্মত্যাগের বিনিময়ে অর্জিত এ বিজয় ধরে রাখতে সবাইকে ঐক্যবদ্ধ থাকতে হবে।’ এ সময় উপস্থিত নেতাকর্মীরা বিভিন্ন স্লোগান দেন এবং দোষীদের দৃষ্টান্তমূলক শাস্তির দাবি জানান। [606,384,789,462]
body-paragraph: মামলার এজাহারে বলা হয়, গত ৪ আগস্ট ছাত্র-জনতার আন্দোলন চলাকালে আওয়ামী লীগ ও এর সহযোগী সংগঠনের নেতাকর্মীরা দেশীয় অস্ত্রশস্ত্র নিয়ে মিছিলে হামলা চালায়। এতে ঘটনাস্থলেই গুলিবিদ্ধ হয়ে একজন নিহত হন এবং অর্ধশতাধিক আহত হন। এ ঘটনায় নিহতের বাবা বাদী হয়ে থানায় হত্যা মামলা দায়ের করেন। মামলায় এজাহারনামীয় আসামিদের গ্রেপ্তারে অভিযান চলছে বলে পুলিশ জানিয়েছে। [999,1078,1182,1168]
article [411,138,592,266]
column-5 [796,95,992,1833]
body-paragraph: উপদেষ্টা পরিষদের বৈঠকে ১৫ আগস্টের সাধারণ ছুটি বাতিলের সিদ্ধান্ত হয়েছে বলে মন্ত্রিপরিষদ বিভাগের এক প্রজ্ঞাপনে জানানো হয়েছে। প্রজ্ঞাপনে বলা হয়, রাজনৈতিক দল ও সংগঠনের মতামতের ভিত্তিতে এ সিদ্ধান্ত নেওয়া হয়েছে। এদিকে সরকারি ও বেসরকারি অফিস-আদালত যথারীতি খোলা থাকবে বলে জানিয়েছে সংশ্লিষ্ট কর্তৃপক্ষ। [606,465,789,543]
body-paragraph: উপদেষ্টা পরিষদের বৈঠকে ১৫ আগস্টের সাধারণ ছুটি বাতিলের সিদ্ধান্ত হয়েছে বলে মন্ত্রিপরিষদ বিভাগের এক প্রজ্ঞাপনে জানানো হয়েছে। প্রজ্ঞাপনে বলা হয়, রাজনৈতিক দল ও সংগঠনের মতামতের ভিত্তিতে এ সিদ্ধান্ত নেওয়া হয়েছে। এদিকে সরকারি ও বেসরকারি অফিস-আদালত যথারীতি খোলা থাকবে বলে জানিয়েছে সংশ্লিষ্ট কর্তৃপক্ষ। [803,954,985,1032]
body-paragraph: অন্তর্বর্তীকালীন সরকারের প্রধান উপদেষ্টা ড. মুহাম্মদ ইউনূসের নেতৃত্বে উপদেষ্টা পরিষদ দায়িত্ব গ্রহণের পর প্রশাসনের বিভিন্ন স্তরে রদবদল শুরু হয়েছে। সংশ্লিষ্টরা জানান, জনপ্রশাসন মন্ত্রণালয় ইতোমধ্যে কয়েকটি গুরুত্বপূর্ণ পদে নতুন কর্মকর্তা পদায়ন করেছে। আইনশৃঙ্খলা পরিস্থিতি স্বাভাবিক রাখতে সেনাবাহিনীসহ আইনশৃঙ্খলা রক্ষাকারী বাহিনীর সদস্যরা মাঠে রয়েছেন বলে জানানো হয়েছে। [18,719,200,808]
article-byline: নিজস্ব প্রতিনিধি [1000,1056,1182,1075]
column-4 [600,95,796,1833]
body-paragraph: তিনি বলেন, ‘আমরা চাই দেশে আইনের শাসন প্রতিষ্ঠিত হোক। কোনো নিরপরাধ মানুষ যেন হয়রানির শিকার না হয় সেদিকে খেয়াল রাখা হবে। ছাত্র-জনতার আত্মত্যাগের বিনিময়ে অর্জিত এ বিজয় ধরে রাখতে সবাইকে ঐক্যবদ্ধ থাকতে হবে।’ এ সময় উপস্থিত নেতাকর্মীরা বিভিন্ন স্লোগান দেন এবং দোষীদের দৃষ্টান্তমূলক শাস্তির দাবি জানান। [410,547,592,626]
body-paragraph: অন্তর্বর্তীকালীন সরকারের প্রধান উপদেষ্টা ড. মুহাম্মদ ইউনূসের নেতৃত্বে উপদেষ্টা পরিষদ দায়িত্ব গ্রহণের পর প্রশাসনের বিভিন্ন স্তরে রদবদল শুরু হয়েছে। সংশ্লিষ্টরা জানান, জনপ্রশাসন মন্ত্রণালয় ইতোমধ্যে কয়েকটি গুরুত্বপূর্ণ পদে নতুন কর্মকর্তা পদায়ন করেছে। আইনশৃঙ্খলা পরিস্থিতি স্বাভাবিক রাখতে সেনাবাহিনীসহ আইনশৃঙ্খলা রক্ষাকারী বাহিনীর সদস্যরা মাঠে রয়েছেন বলে জানানো হয়েছে। [606,97,789,186]
body-paragraph: মামলার এজাহারে বলা হয়, গত ৪ আগস্ট ছাত্র-জনতার আন্দোলন চলাকালে আওয়ামী লীগ ও এর সহযোগী সংগঠনের নেতাকর্মীরা দেশীয় অস্ত্রশস্ত্র নিয়ে মিছিলে হামলা চালায়। এতে ঘটনাস্থলেই গুলিবিদ্ধ হয়ে একজন নিহত হন এবং অর্ধশতাধিক আহত হন। এ ঘটনায় নিহতের বাবা বাদী হয়ে থানায় হত্যা মামলা দায়ের করেন। মামলায় এজাহারনামীয় আসামিদের গ্রেপ্তারে অভিযান চলছে বলে পুলিশ জানিয়েছে। [214,340,396,430]
article [411,273,592,858]
body-paragraph: মামলার এজাহারে বলা হয়, গত ৪ আগস্ট ছাত্র-জনতার আন্দোলন চলাকালে আওয়ামী লীগ ও এর সহযোগী সংগঠনের নেতাকর্মীরা দেশীয় অস্ত্রশস্ত্র নিয়ে মিছিলে হামলা চালায়। এতে ঘটনাস্থলেই গুলিবিদ্ধ হয়ে একজন নিহত হন এবং অর্ধশতাধিক আহত হন। এ ঘটনায় নিহতের বাবা বাদী হয়ে থানায় হত্যা মামলা দায়ের করেন। মামলায় এজাহারনামীয় আসামিদের গ্রেপ্তারে অভিযান চলছে বলে পুলিশ জানিয়েছে। [606,833,789,922]
article-headline: পুঁজিবাজারের দুই খাতের শেয়ারের [18,321,163,358]
body-paragraph: অন্তর্বর্তীকালীন সরকারের প্রধান উপদেষ্টা ড. মুহাম্মদ ইউনূসের নেতৃত্বে উপদেষ্টা পরিষদ দায়িত্ব গ্রহণের পর প্রশাসনের বিভিন্ন স্তরে রদবদল শুরু হয়েছে। সংশ্লিষ্টরা জানান, জনপ্রশাসন মন্ত্রণালয় ইতোমধ্যে কয়েকটি গুরুত্বপূর্ণ পদে নতুন কর্মকর্তা পদায়ন করেছে। আইনশৃঙ্খলা পরিস্থিতি স্বাভাবিক রাখতে সেনাবাহিনীসহ আইনশৃঙ্খলা রক্ষাকারী বাহিনীর সদস্যরা মাঠে রয়েছেন বলে জানানো হয়েছে। [999,269,1182,359]
body-paragraph: উপদেষ্টা পরিষদের বৈঠকে ১৫ আগস্টের সাধারণ ছুটি বাতিলের সিদ্ধান্ত হয়েছে বলে মন্ত্রিপরিষদ বিভাগের এক প্রজ্ঞাপনে জানানো হয়েছে। প্রজ্ঞাপনে বলা হয়, রাজনৈতিক দল ও সংগঠনের মতামতের ভিত্তিতে এ সিদ্ধান্ত নেওয়া হয়েছে। এদিকে সরকারি ও বেসরকারি অফিস-আদালত যথারীতি খোলা থাকবে বলে জানিয়েছে সংশ্লিষ্ট কর্তৃপক্ষ। [606,1109,789,1187]
article-headline: ১৫ আগস্টের ছুটি [410,146,516,164]
masthead-tagline: সত্য ও বস্তুনিষ্ঠ সংবাদ প্রকাশে নিবেদিত [997,19,1135,29]
article-headline: বাংলাদেশ ব্যাংকের গভর্নর হচ্ছেন [410,873,563,910]
body-paragraph: উপদেষ্টা পরিষদের বৈঠকে ১৫ আগস্টের সাধারণ ছুটি বাতিলের সিদ্ধান্ত হয়েছে বলে মন্ত্রিপরিষদ বিভাগের এক প্রজ্ঞাপনে জানানো হয়েছে। প্রজ্ঞাপনে বলা হয়, রাজনৈতিক দল ও সংগঠনের মতামতের ভিত্তিতে এ সিদ্ধান্ত নেওয়া হয়েছে। এদিকে সরকারি ও বেসরকারি অফিস-আদালত যথারীতি খোলা থাকবে বলে জানিয়েছে সংশ্লিষ্ট কর্তৃপক্ষ। [410,186,592,265]
body-paragraph: মামলার এজাহারে বলা হয়, গত ৪ আগস্ট ছাত্র-জনতার আন্দোলন চলাকালে আওয়ামী লীগ ও এর সহযোগী সংগঠনের নেতাকর্মীরা দেশীয় অস্ত্রশস্ত্র নিয়ে মিছিলে হামলা চালায়। এতে ঘটনাস্থলেই গুলিবিদ্ধ হয়ে একজন নিহত হন এবং অর্ধশতাধিক আহত হন। এ ঘটনায় নিহতের বাবা বাদী হয়ে থানায় হত্যা মামলা দায়ের করেন। মামলায় এজাহারনামীয় আসামিদের গ্রেপ্তারে অভিযান চলছে বলে পুলিশ জানিয়েছে। [803,1034,985,1124]
body-paragraph: এ বিষয়ে জানতে চাইলে সংশ্লিষ্ট এক কর্মকর্তা বলেন, নিয়ম অনুযায়ী পরবর্তী কার্যক্রম শিগগিরই সম্পন্ন করা হবে। এ নিয়ে কাজ চলছে। [18,610,200,643]
body-paragraph: সূচকের বড় উত্থান হলেও পুঁজিবাজারের স্থিতিশীলতা নিয়ে বিনিয়োগকারীদের মধ্যে আস্থার সংকট রয়ে গেছে। গতকাল ঢাকা স্টক এক্সচেঞ্জের প্রধান সূচক ডিএসইএক্স বেড়েছে ৭৮ পয়েন্ট। লেনদেন হয়েছে এক হাজার ২৩৪ কোটি টাকার শেয়ার। বাজার মূলধন বেড়ে দাঁড়িয়েছে প্রায় সাত লাখ কোটি টাকায়। বিশ্লেষকরা বলছেন, ব্যাংক ও আর্থিক খাতের শেয়ারে ভর করেই সূচকের এ উত্থান হয়েছে এবং সামনের দিনগুলোতে বাজারে শৃঙ্খলা ফেরাতে কঠোর নজরদারি প্রয়োজন। [18,495,200,607]
body-paragraph: তিনি বলেন, ‘আমরা চাই দেশে আইনের শাসন প্রতিষ্ঠিত হোক। কোনো নিরপরাধ মানুষ যেন হয়রানির শিকার না হয় সেদিকে খেয়াল রাখা হবে। ছাত্র-জনতার আত্মত্যাগের বিনিময়ে অর্জিত এ বিজয় ধরে রাখতে সবাইকে ঐক্যবদ্ধ থাকতে হবে।’ এ সময় উপস্থিত নেতাকর্মীরা বিভিন্ন স্লোগান দেন এবং দোষীদের দৃষ্টান্তমূলক শাস্তির দাবি জানান। [18,903,200,981]
body-paragraph: সূচকের বড় উত্থান হলেও পুঁজিবাজারের স্থিতিশীলতা নিয়ে বিনিয়োগকারীদের মধ্যে আস্থার সংকট রয়ে গেছে। গতকাল ঢাকা স্টক এক্সচেঞ্জের প্রধান সূচক ডিএসইএক্স বেড়েছে ৭৮ পয়েন্ট। লেনদেন হয়েছে এক হাজার ২৩৪ কোটি টাকার শেয়ার। বাজার মূলধন বেড়ে দাঁড়িয়েছে প্রায় সাত লাখ কোটি টাকায়। বিশ্লেষকরা বলছেন, ব্যাংক ও আর্থিক খাতের শেয়ারে ভর করেই সূচকের এ উত্থান হয়েছে এবং সামনের দিনগুলোতে বাজারে শৃঙ্খলা ফেরাতে কঠোর নজরদারি প্রয়োজন। [214,1191,396,1303]
article-byline: নিজস্ব প্রতিনিধি [803,287,984,306]
article [18,651,199,1455]
body-paragraph: এ বিষয়ে জানতে চাইলে সংশ্লিষ্ট এক কর্মকর্তা বলেন, নিয়ম অনুযায়ী পরবর্তী কার্যক্রম শিগগিরই সম্পন্ন করা হবে। এ নিয়ে কাজ চলছে। [803,177,985,211]
body-paragraph: তিনি বলেন, ‘আমরা চাই দেশে আইনের শাসন প্রতিষ্ঠিত হোক। কোনো নিরপরাধ মানুষ যেন হয়রানির শিকার না হয় সেদিকে খেয়াল রাখা হবে। ছাত্র-জনতার আত্মত্যাগের বিনিময়ে অর্জিত এ বিজয় ধরে রাখতে সবাইকে ঐক্যবদ্ধ থাকতে হবে।’ এ সময় উপস্থিত নেতাকর্মীরা বিভিন্ন স্লোগান দেন এবং দোষীদের দৃষ্টান্তমূলক শাস্তির দাবি জানান। [214,1029,396,1108]
body-paragraph: তিনি বলেন, ‘আমরা চাই দেশে আইনের শাসন প্রতিষ্ঠিত হোক। কোনো নিরপরাধ মানুষ যেন হয়রানির শিকার না হয় সেদিকে খেয়াল রাখা হবে। ছাত্র-জনতার আত্মত্যাগের বিনিময়ে অর্জিত এ বিজয় ধরে রাখতে সবাইকে ঐক্যবদ্ধ থাকতে হবে।’ এ সময় উপস্থিত নেতাকর্মীরা বিভিন্ন স্লোগান দেন এবং দোষীদের দৃষ্টান্তমূলক শাস্তির দাবি জানান। [999,442,1182,520]
body-paragraph: গভর্নর হিসেবে নিয়োগ পেতে যাওয়া অর্থনীতিবিদ আহসান এইচ মনসুর বর্তমানে পলিসি রিসার্চ ইনস্টিটিউটের নির্বাহী পরিচালক হিসেবে দায়িত্ব পালন করছেন। এর আগে তিনি আন্তর্জাতিক মুদ্রা তহবিলে দীর্ঘদিন কাজ করেছেন। সরকারের সংশ্লিষ্ট সূত্র জানায়, গভর্নর নিয়োগে বয়সসীমা সংক্রান্ত বিধান শিথিল করতে ইতোমধ্যে আইন সংশোধনের উদ্যোগ নেওয়া হয়েছে। [803,1126,985,1205]
article-continuation [1000,97,1182,961]
continued-from-front-label: প্রথম পৃষ্ঠার পর [82,140,136,151]
body-paragraph: মামলার এজাহারে বলা হয়, গত ৪ আগস্ট ছাত্র-জনতার আন্দোলন চলাকালে আওয়ামী লীগ ও এর সহযোগী সংগঠনের নেতাকর্মীরা দেশীয় অস্ত্রশস্ত্র নিয়ে মিছিলে হামলা চালায়। এতে ঘটনাস্থলেই গুলিবিদ্ধ হয়ে একজন নিহত হন এবং অর্ধশতাধিক আহত হন। এ ঘটনায় নিহতের বাবা বাদী হয়ে থানায় হত্যা মামলা দায়ের করেন। মামলায় এজাহারনামীয় আসামিদের গ্রেপ্তারে অভিযান চলছে বলে পুলিশ জানিয়েছে। [18,811,200,900]
continued-from-front-label: প্রথম পৃষ্ঠার পর [278,828,332,839]
column-1 [11,95,207,1833]
body-paragraph: এ বিষয়ে জানতে চাইলে সংশ্লিষ্ট এক কর্মকর্তা বলেন, নিয়ম অনুযায়ী পরবর্তী কার্যক্রম শিগগিরই সম্পন্ন করা হবে। এ নিয়ে কাজ চলছে। [410,1174,592,1208]
body-paragraph: এ বিষয়ে জানতে চাইলে সংশ্লিষ্ট এক কর্মকর্তা বলেন, নিয়ম অনুযায়ী পরবর্তী কার্যক্রম শিগগিরই সম্পন্ন করা হবে। এ নিয়ে কাজ চলছে। [999,1251,1182,1284]
body-paragraph: তিনি বলেন, ‘আমরা চাই দেশে আইনের শাসন প্রতিষ্ঠিত হোক। কোনো নিরপরাধ মানুষ যেন হয়রানির শিকার না হয় সেদিকে খেয়াল রাখা হবে। ছাত্র-জনতার আত্মত্যাগের বিনিময়ে অর্জিত এ বিজয় ধরে রাখতে সবাইকে ঐক্যবদ্ধ থাকতে হবে।’ এ সময় উপস্থিত নেতাকর্মীরা বিভিন্ন স্লোগান দেন এবং দোষীদের দৃষ্টান্তমূলক শাস্তির দাবি জানান। [803,873,985,951]
masthead [955,35,1177,73]
body-paragraph: সংশ্লিষ্টরা মনে করছেন, চলমান পরিস্থিতিতে এ সিদ্ধান্ত বাস্তবায়ন হলে সাধারণ মানুষের মধ্যে স্বস্তি ফিরে আসবে। [999,927,1182,960]
body-paragraph: এ বিষয়ে জানতে চাইলে সংশ্লিষ্ট এক কর্মকর্তা বলেন, নিয়ম অনুযায়ী পরবর্তী কার্যক্রম শিগগিরই সম্পন্ন করা হবে। এ নিয়ে কাজ চলছে। [214,719,396,753]
body-paragraph: অন্তর্বর্তীকালীন সরকারের প্রধান উপদেষ্টা ড. মুহাম্মদ ইউনূসের নেতৃত্বে উপদেষ্টা পরিষদ দায়িত্ব গ্রহণের পর প্রশাসনের বিভিন্ন স্তরে রদবদল শুরু হয়েছে। সংশ্লিষ্টরা জানান, জনপ্রশাসন মন্ত্রণালয় ইতোমধ্যে কয়েকটি গুরুত্বপূর্ণ পদে নতুন কর্মকর্তা পদায়ন করেছে। আইনশৃঙ্খলা পরিস্থিতি স্বাভাবিক রাখতে সেনাবাহিনীসহ আইনশৃঙ্খলা রক্ষাকারী বাহিনীর সদস্যরা মাঠে রয়েছেন বলে জানানো হয়েছে। [803,781,985,871]
body-paragraph: গভর্নর হিসেবে নিয়োগ পেতে যাওয়া অর্থনীতিবিদ আহসান এইচ মনসুর বর্তমানে পলিসি রিসার্চ ইনস্টিটিউটের নির্বাহী পরিচালক হিসেবে দায়িত্ব পালন করছেন। এর আগে তিনি আন্তর্জাতিক মুদ্রা তহবিলে দীর্ঘদিন কাজ করেছেন। সরকারের সংশ্লিষ্ট সূত্র জানায়, গভর্নর নিয়োগে বয়সসীমা সংক্রান্ত বিধান শিথিল করতে ইতোমধ্যে আইন সংশোধনের উদ্যোগ নেওয়া হয়েছে। [410,932,592,1011]
article [18,313,199,644]
newspaper-title-secondary: প্রতিক্ষণ [1055,33,1177,75]
header-divider [11,85,1189,91]
article-headline: ঢাকার দুই সিটি মেয়র কাউন্সিলররা [18,659,141,696]
